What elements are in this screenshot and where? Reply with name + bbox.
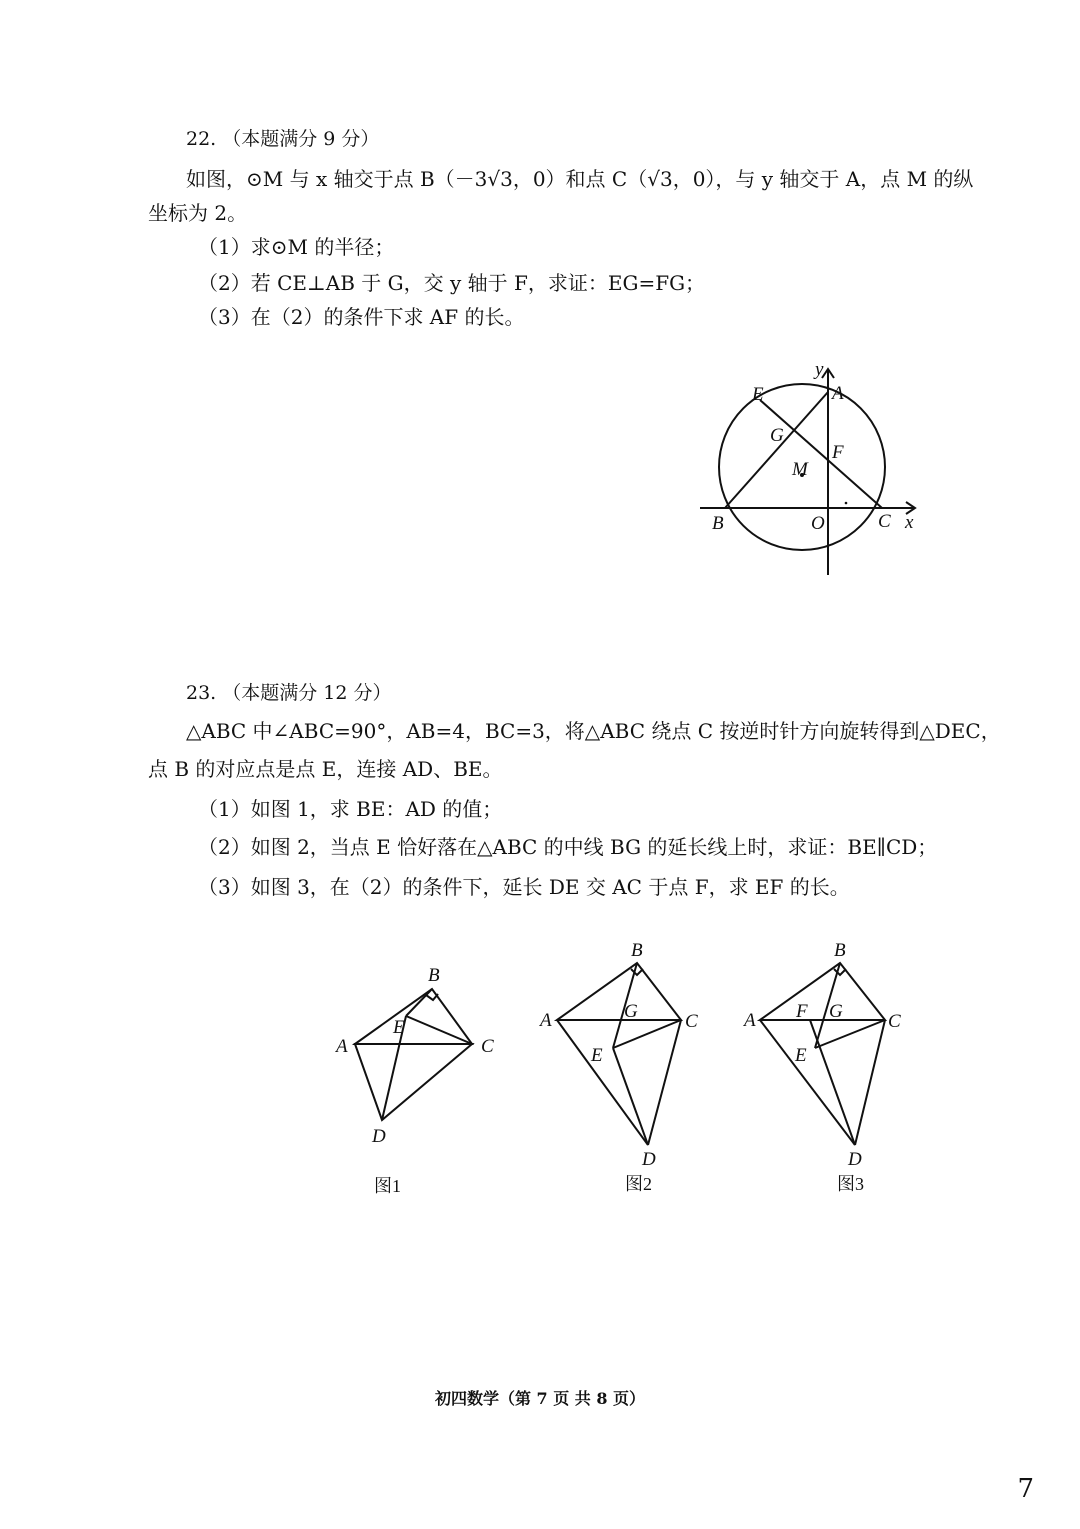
- fig2-label-g: G: [624, 1001, 638, 1022]
- fig3-label-c: C: [888, 1011, 901, 1032]
- segment-df: [810, 1020, 855, 1145]
- label-o: O: [811, 513, 825, 534]
- segment-ed: [613, 1048, 648, 1145]
- fig1-label-c: C: [481, 1036, 494, 1057]
- fig3-caption: 图3: [837, 1174, 864, 1194]
- q22-part3: （3）在（2）的条件下求 AF 的长。: [198, 305, 525, 329]
- fig1-label-e: E: [393, 1017, 405, 1038]
- fig3-label-d: D: [848, 1149, 862, 1170]
- segment-ec: [613, 1020, 681, 1048]
- fig1-label-d: D: [372, 1126, 386, 1147]
- label-m: M: [792, 459, 808, 480]
- right-angle-mark: [426, 994, 438, 1000]
- fig2-label-b: B: [631, 940, 643, 961]
- q23-figure-3: [740, 935, 920, 1205]
- q23-stem-line1: △ABC 中∠ABC=90°，AB=4，BC=3，将△ABC 绕点 C 按逆时针方向旋转得到△DEC，: [186, 719, 1001, 743]
- q22-heading: 22. （本题满分 9 分）: [186, 128, 380, 150]
- label-c: C: [878, 511, 891, 532]
- triangle-adc: [355, 1044, 472, 1120]
- q22-part1: （1）求⊙M 的半径；: [198, 235, 395, 259]
- fig3-label-e: E: [795, 1045, 807, 1066]
- page-footer: 初四数学（第 7 页 共 8 页）: [434, 1389, 646, 1408]
- label-a: A: [832, 383, 844, 404]
- fig2-caption: 图2: [625, 1174, 652, 1194]
- segment-be: [406, 989, 432, 1016]
- q22-stem-line2: 坐标为 2。: [148, 201, 248, 225]
- fig1-label-a: A: [336, 1036, 348, 1057]
- q23-stem-line2: 点 B 的对应点是点 E，连接 AD、BE。: [148, 757, 503, 781]
- label-b: B: [712, 513, 724, 534]
- label-g: G: [770, 425, 784, 446]
- segment-ba: [725, 392, 828, 508]
- fig3-label-b: B: [834, 940, 846, 961]
- segment-ec: [760, 400, 882, 508]
- q22-circle-figure: [690, 355, 930, 585]
- q23-heading: 23. （本题满分 12 分）: [186, 682, 392, 704]
- fig3-label-f: F: [796, 1001, 808, 1022]
- label-e: E: [752, 384, 764, 405]
- label-y: y: [815, 359, 824, 380]
- fig1-label-b: B: [428, 965, 440, 986]
- segment-cd: [855, 1020, 885, 1145]
- right-angle-mark: [631, 969, 643, 975]
- page-number: 7: [1017, 1474, 1034, 1504]
- stray-dot: [845, 502, 848, 505]
- fig2-label-a: A: [540, 1010, 552, 1031]
- q22-part2: （2）若 CE⊥AB 于 G，交 y 轴于 F，求证：EG=FG；: [198, 271, 706, 295]
- fig1-caption: 图1: [374, 1176, 401, 1196]
- triangle-abc: [557, 963, 681, 1020]
- triangle-abc: [760, 963, 885, 1020]
- q23-part2: （2）如图 2，当点 E 恰好落在△ABC 的中线 BG 的延长线上时，求证：BE∥CD；: [198, 835, 938, 859]
- segment-cd: [648, 1020, 681, 1145]
- label-f: F: [832, 442, 844, 463]
- q22-stem-line1: 如图，⊙M 与 x 轴交于点 B（－3√3，0）和点 C（√3，0），与 y 轴交于 A，点 M 的纵: [186, 167, 974, 191]
- fig2-label-e: E: [591, 1045, 603, 1066]
- fig2-label-d: D: [642, 1149, 656, 1170]
- fig3-label-g: G: [829, 1001, 843, 1022]
- q23-part3: （3）如图 3，在（2）的条件下，延长 DE 交 AC 于点 F，求 EF 的长。: [198, 875, 850, 899]
- segment-ec: [815, 1020, 885, 1048]
- q23-part1: （1）如图 1，求 BE：AD 的值；: [198, 797, 503, 821]
- label-x: x: [905, 512, 914, 533]
- q23-figure-2: [535, 935, 715, 1205]
- fig2-label-c: C: [685, 1011, 698, 1032]
- q23-figure-1: [330, 960, 510, 1205]
- fig3-label-a: A: [744, 1010, 756, 1031]
